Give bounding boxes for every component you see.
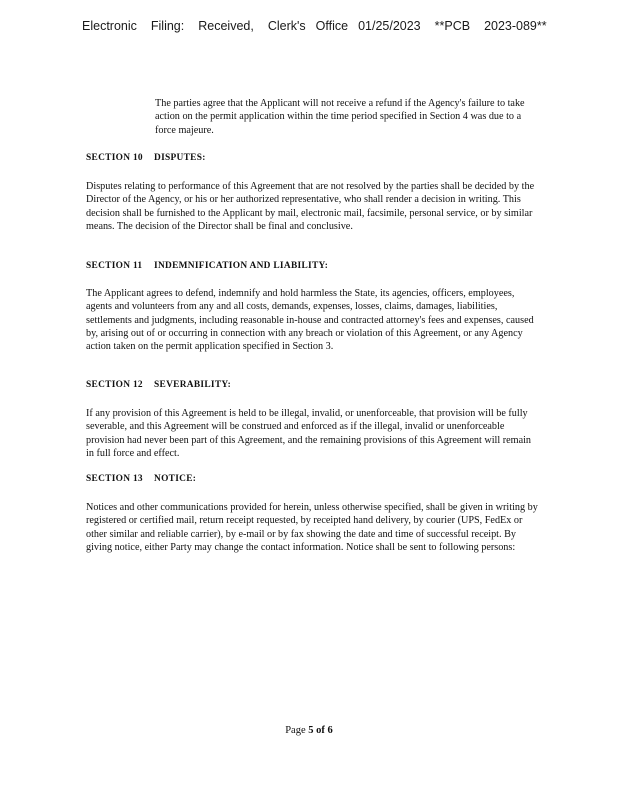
stamp-date: 01/25/2023 <box>358 19 421 33</box>
section-number: SECTION 10 <box>86 153 143 163</box>
section-number: SECTION 13 <box>86 474 143 484</box>
section-title: DISPUTES: <box>154 153 206 163</box>
section-10-body: Disputes relating to performance of this Agreement that are not resolved by the parties shall be decided by the Director of the Agency, or his or her authorized representative, who shall render a decision in writing. This decision shall be furnished to the Applicant by mail, electronic mail, facsimile, personal service, or by similar means. The decision of the Director shall be final and conclusive. <box>86 181 535 232</box>
section-10-heading <box>86 153 206 163</box>
stamp-word: **PCB <box>434 19 471 33</box>
stamp-word: Electronic <box>82 19 137 33</box>
page-footer <box>0 725 618 736</box>
stamp-word: Clerk's <box>267 19 306 33</box>
page-word: Page <box>285 725 306 736</box>
section-11-heading <box>86 261 328 271</box>
section-12-body: If any provision of this Agreement is held to be illegal, invalid, or unenforceable, that provision will be fully severable, and this Agreement will be construed and enforced as if the illegal, invalid or unenforceable provision had never been part of this Agreement, and the remaining provisions of this Agreement will remain in full force and effect. <box>86 408 532 459</box>
stamp-word: Filing: <box>150 19 185 33</box>
electronic-filing-stamp <box>82 19 561 33</box>
section-13-body: Notices and other communications provided for herein, unless otherwise specified, shall be given in writing by registered or certified mail, return receipt requested, by receipted hand delivery, by courier (UPS, FedEx or other similar and reliable carrier), by e-mail or by fax showing the date and time of successful receipt. By giving notice, either Party may change the contact information. Notice shall be sent to following persons: <box>86 502 538 553</box>
force-majeure-paragraph: The parties agree that the Applicant will not receive a refund if the Agency's failure to take action on the permit application within the time period specified in Section 4 was due to a force majeure. <box>155 98 525 136</box>
page-total: 6 <box>327 725 333 736</box>
section-number: SECTION 11 <box>86 261 143 271</box>
section-title: NOTICE: <box>154 474 197 484</box>
section-title: INDEMNIFICATION AND LIABILITY: <box>154 261 329 271</box>
stamp-case-number: 2023-089** <box>484 19 547 33</box>
stamp-word: Received, <box>198 19 254 33</box>
section-13-heading <box>86 474 196 484</box>
section-11-body: The Applicant agrees to defend, indemnify and hold harmless the State, its agencies, officers, employees, agents and volunteers from any and all costs, demands, expenses, losses, claims, damages, liabilities, settlements and judgments, including reasonable in-house and contracted attorney's fees and expenses, caused by, arising out of or occurring in connection with any breach or violation of this Agreement, or any Agency action taken on the permit application specified in Section 3. <box>86 288 534 353</box>
section-number: SECTION 12 <box>86 380 143 390</box>
stamp-word: Office <box>315 19 349 33</box>
page-number: 5 <box>308 725 314 736</box>
of-word: of <box>316 725 325 736</box>
section-title: SEVERABILITY: <box>154 380 232 390</box>
section-12-heading <box>86 380 231 390</box>
